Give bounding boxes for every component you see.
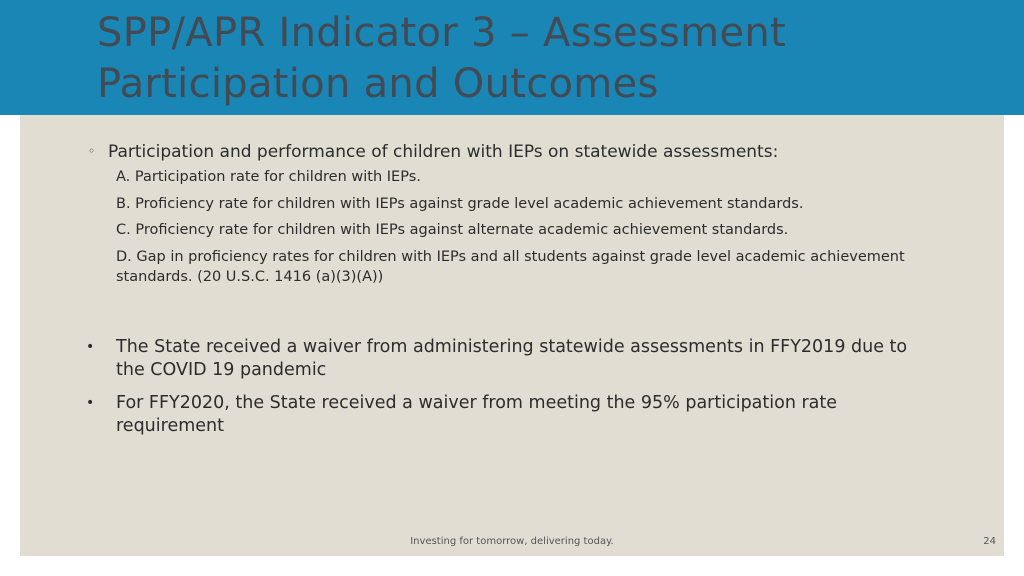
bullet-text: The State received a waiver from administering statewide assessments in FFY2019 due to the COVID 19 pandemic [116, 337, 908, 380]
bullet-dot-icon: • [86, 395, 95, 411]
bullet-item-waiver-ffy2019 [86, 336, 926, 382]
slide-title-line-1: SPP/APR Indicator 3 – Assessment [97, 10, 786, 56]
page-number: 24 [983, 536, 996, 547]
waiver-bullet-list [86, 336, 926, 448]
circle-bullet-icon: ◦ [88, 144, 96, 158]
bullet-text: For FFY2020, the State received a waiver from meeting the 95% participation rate requirement [116, 393, 838, 436]
title-bar [0, 0, 1024, 115]
lead-paragraph [88, 140, 968, 163]
bullet-item-waiver-ffy2020 [86, 392, 926, 438]
sub-item-c: C. Proficiency rate for children with IEPs against alternate academic achievement standards. [116, 222, 789, 238]
footer-tagline: Investing for tomorrow, delivering today. [410, 536, 614, 547]
bullet-dot-icon: • [86, 339, 95, 355]
sub-item-b: B. Proficiency rate for children with IEPs against grade level academic achievement standards. [116, 195, 804, 212]
indicator-sub-list [116, 167, 936, 294]
lead-text: Participation and performance of children with IEPs on statewide assessments: [108, 142, 779, 162]
slide-title [97, 8, 997, 110]
sub-item-a: A. Participation rate for children with IEPs. [116, 169, 421, 185]
sub-item-d: D. Gap in proficiency rates for children with IEPs and all students against grade level academic achievement standards. (20 U.S.C. 1416 (a)(3)(A)) [116, 248, 905, 285]
slide-title-line-2: Participation and Outcomes [97, 61, 659, 107]
